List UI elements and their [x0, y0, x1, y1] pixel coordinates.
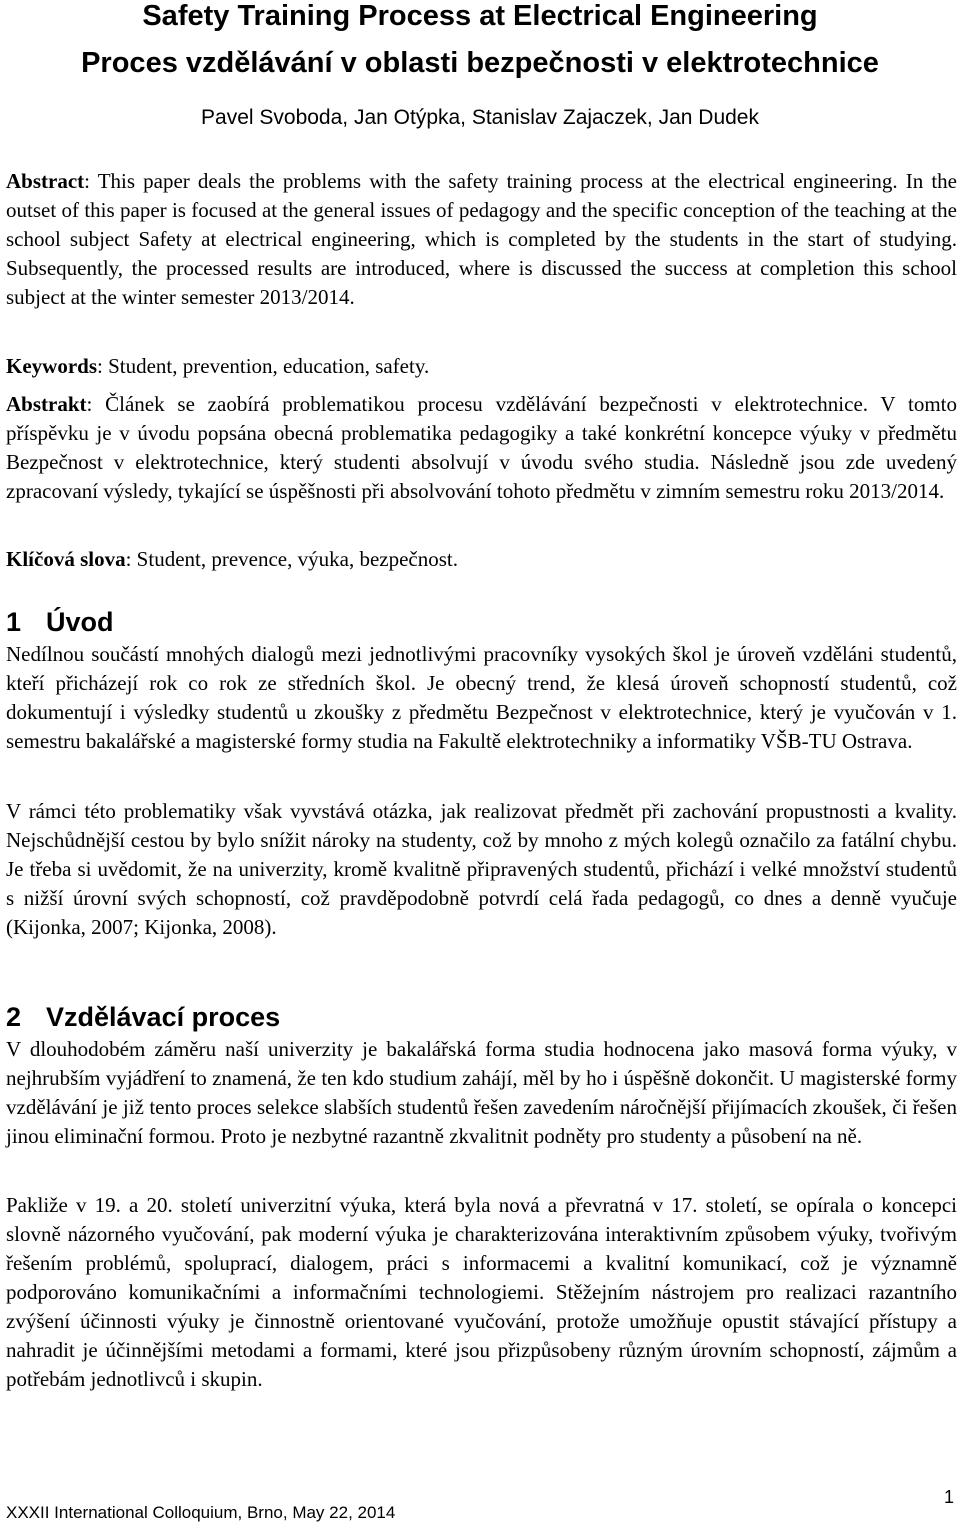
- section-2-heading: [6, 999, 280, 1035]
- section-1-paragraph: Nedílnou součástí mnohých dialogů mezi jednotlivými pracovníky vysokých škol je úroveň vzděláni studentů, kteří přicházejí rok co rok ze středních škol. Je obecný trend, že klesá úroveň schopností studentů, což dokumentují i výsledky studentů u zkoušky z předmětu Bezpečnost v elektrotechnice, který je vyučován v 1. semestru bakalářské a magisterské formy studia na Fakultě elektrotechniky a informatiky VŠB-TU Ostrava.: [6, 642, 957, 753]
- abstract-label: Abstract: [6, 169, 85, 193]
- keywords-czech: [6, 545, 957, 574]
- section-2-paragraph: V dlouhodobém záměru naší univerzity je bakalářská forma studia hodnocena jako masová forma výuky, v nejhrubším vyjádření to znamená, že ten kdo studium zahájí, měl by ho i úspěšně dokončit. U magisterské formy vzdělávání je již tento proces selekce slabších studentů řešen zavedením náročnější přijímacích zkoušek, či řešen jinou eliminační formou. Proto je nezbytné razantně zkvalitnit podněty pro studenty a působení na ně.: [6, 1037, 957, 1148]
- keywords-text: : Student, prevention, education, safety.: [97, 354, 430, 378]
- section-number: 2: [6, 1002, 22, 1032]
- abstrakt-label: Abstrakt: [6, 392, 87, 416]
- abstract-english: [6, 167, 957, 312]
- author-list: Pavel Svoboda, Jan Otýpka, Stanislav Zajaczek, Jan Dudek: [201, 106, 759, 129]
- keywords-label: Keywords: [6, 354, 97, 378]
- keywords-english: [6, 352, 957, 381]
- section-title: Vzdělávací proces: [46, 1002, 281, 1032]
- page-number: 1: [943, 1487, 954, 1507]
- klicova-slova-label: Klíčová slova: [6, 547, 126, 571]
- section-title: Úvod: [46, 607, 114, 637]
- conference-name: XXXII International Colloquium, Brno, May 22, 2014: [6, 1503, 396, 1522]
- section-1-heading: [6, 604, 114, 640]
- abstract-czech: [6, 390, 957, 506]
- section-2-paragraph: Pakliže v 19. a 20. století univerzitní výuka, která byla nová a převratná v 17. století, se opírala o koncepci slovně názorného vyučování, pak moderní výuka je charakterizována interaktivním způsobem výuky, tvořivým řešením problémů, spoluprací, dialogem, práci s informacemi a kvalitní komunikací, což je významně podporováno komunikačními a informačními technologiemi. Stěžejním nástrojem pro realizaci razantního zvýšení účinnosti výuky je činnostně orientované vyučování, protože umožňuje opustit stávající přístupy a nahradit je účinnějšími metodami a formami, které jsou přizpůsobeny různým úrovním schopností, zájmům a potřebám jednotlivců i skupin.: [6, 1193, 957, 1391]
- title-czech: Proces vzdělávání v oblasti bezpečnosti v elektrotechnice: [81, 47, 879, 79]
- section-1-paragraph: V rámci této problematiky však vyvstává otázka, jak realizovat předmět při zachování propustnosti a kvality. Nejschůdnější cestou by bylo snížit nároky na studenty, což by mnoho z mých kolegů označilo za fatální chybu. Je třeba si uvědomit, že na univerzity, kromě kvalitně připravených studentů, přichází i velké množství studentů s nižší úrovní svých schopností, což pravděpodobně potvrdí celá řada pedagogů, co dnes a denně vyučuje (Kijonka, 2007; Kijonka, 2008).: [6, 799, 957, 939]
- section-number: 1: [6, 607, 22, 637]
- abstrakt-text: : Článek se zaobírá problematikou procesu vzdělávání bezpečnosti v elektrotechnice. V tomto příspěvku je v úvodu popsána obecná problematika pedagogiky a také konkrétní koncepce výuky v předmětu Bezpečnost v elektrotechnice, který studenti absolvují v úvodu svého studia. Následně jsou zde uvedený zpracovaní výsledy, tykající se úspěšnosti při absolvování tohoto předmětu v zimním semestru roku 2013/2014.: [6, 392, 957, 503]
- abstract-text: : This paper deals the problems with the safety training process at the electrical engineering. In the outset of this paper is focused at the general issues of pedagogy and the specific conception of the teaching at the school subject Safety at electrical engineering, which is completed by the students in the start of studying. Subsequently, the processed results are introduced, where is discussed the success at completion this school subject at the winter semester 2013/2014.: [6, 169, 957, 309]
- klicova-slova-text: : Student, prevence, výuka, bezpečnost.: [125, 547, 458, 571]
- title-english: Safety Training Process at Electrical Engineering: [142, 0, 818, 32]
